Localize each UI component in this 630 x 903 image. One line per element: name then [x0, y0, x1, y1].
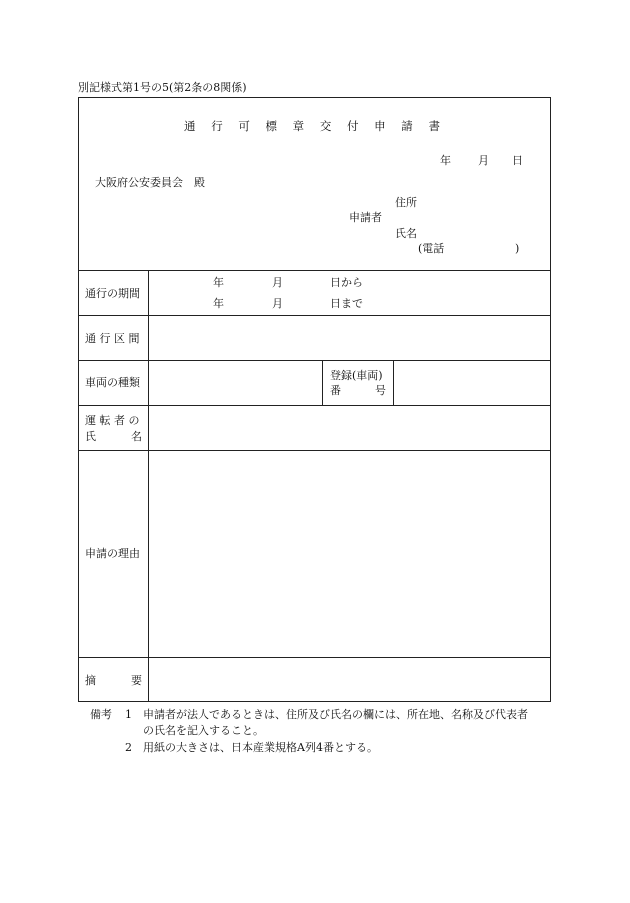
- period-to-year: 年: [213, 297, 224, 310]
- driver-label-shi: 氏: [85, 430, 96, 443]
- period-from-year: 年: [213, 276, 224, 289]
- notes-heading: 備考: [90, 708, 112, 721]
- note-text: 申請者が法人であるときは、住所及び氏名の欄には、所在地、名称及び代表者: [143, 708, 528, 721]
- cell-divider: [393, 360, 394, 405]
- note-text-continued: の氏名を記入すること。: [143, 724, 264, 737]
- driver-label-line1: 運 転 者 の: [85, 414, 140, 427]
- period-from-suffix: 日から: [330, 276, 363, 289]
- period-to-suffix: 日まで: [330, 297, 363, 310]
- vehicle-type-label: 車両の種類: [85, 376, 140, 389]
- period-from-month: 月: [272, 276, 283, 289]
- label-column-divider: [148, 270, 149, 702]
- name-label: 氏名: [395, 227, 417, 240]
- summary-label-you: 要: [131, 674, 142, 687]
- note-number: 1: [125, 708, 132, 721]
- registration-label-ban: 番: [330, 384, 341, 397]
- registration-label-line1: 登録(車両): [330, 369, 383, 382]
- note-number: 2: [125, 741, 132, 754]
- address-label: 住所: [395, 196, 417, 209]
- period-to-month: 月: [272, 297, 283, 310]
- driver-label-mei: 名: [131, 430, 142, 443]
- date-year-label: 年: [440, 154, 451, 167]
- addressee: 大阪府公安委員会 殿: [95, 176, 205, 189]
- section-label: 通 行 区 間: [85, 332, 140, 345]
- summary-label-teki: 摘: [85, 674, 96, 687]
- registration-label-go: 号: [375, 384, 386, 397]
- reason-label: 申請の理由: [85, 547, 140, 560]
- form-title: 通 行 可 標 章 交 付 申 請 書: [184, 119, 446, 133]
- phone-close-paren: ): [515, 242, 520, 255]
- period-label: 通行の期間: [85, 287, 140, 300]
- note-text: 用紙の大きさは、日本産業規格A列4番とする。: [143, 741, 378, 754]
- date-month-label: 月: [478, 154, 489, 167]
- phone-label: (電話: [418, 242, 445, 255]
- date-day-label: 日: [512, 154, 523, 167]
- cell-divider: [322, 360, 323, 405]
- form-reference: 別記様式第1号の5(第2条の8関係): [78, 81, 247, 94]
- applicant-label: 申請者: [349, 211, 382, 224]
